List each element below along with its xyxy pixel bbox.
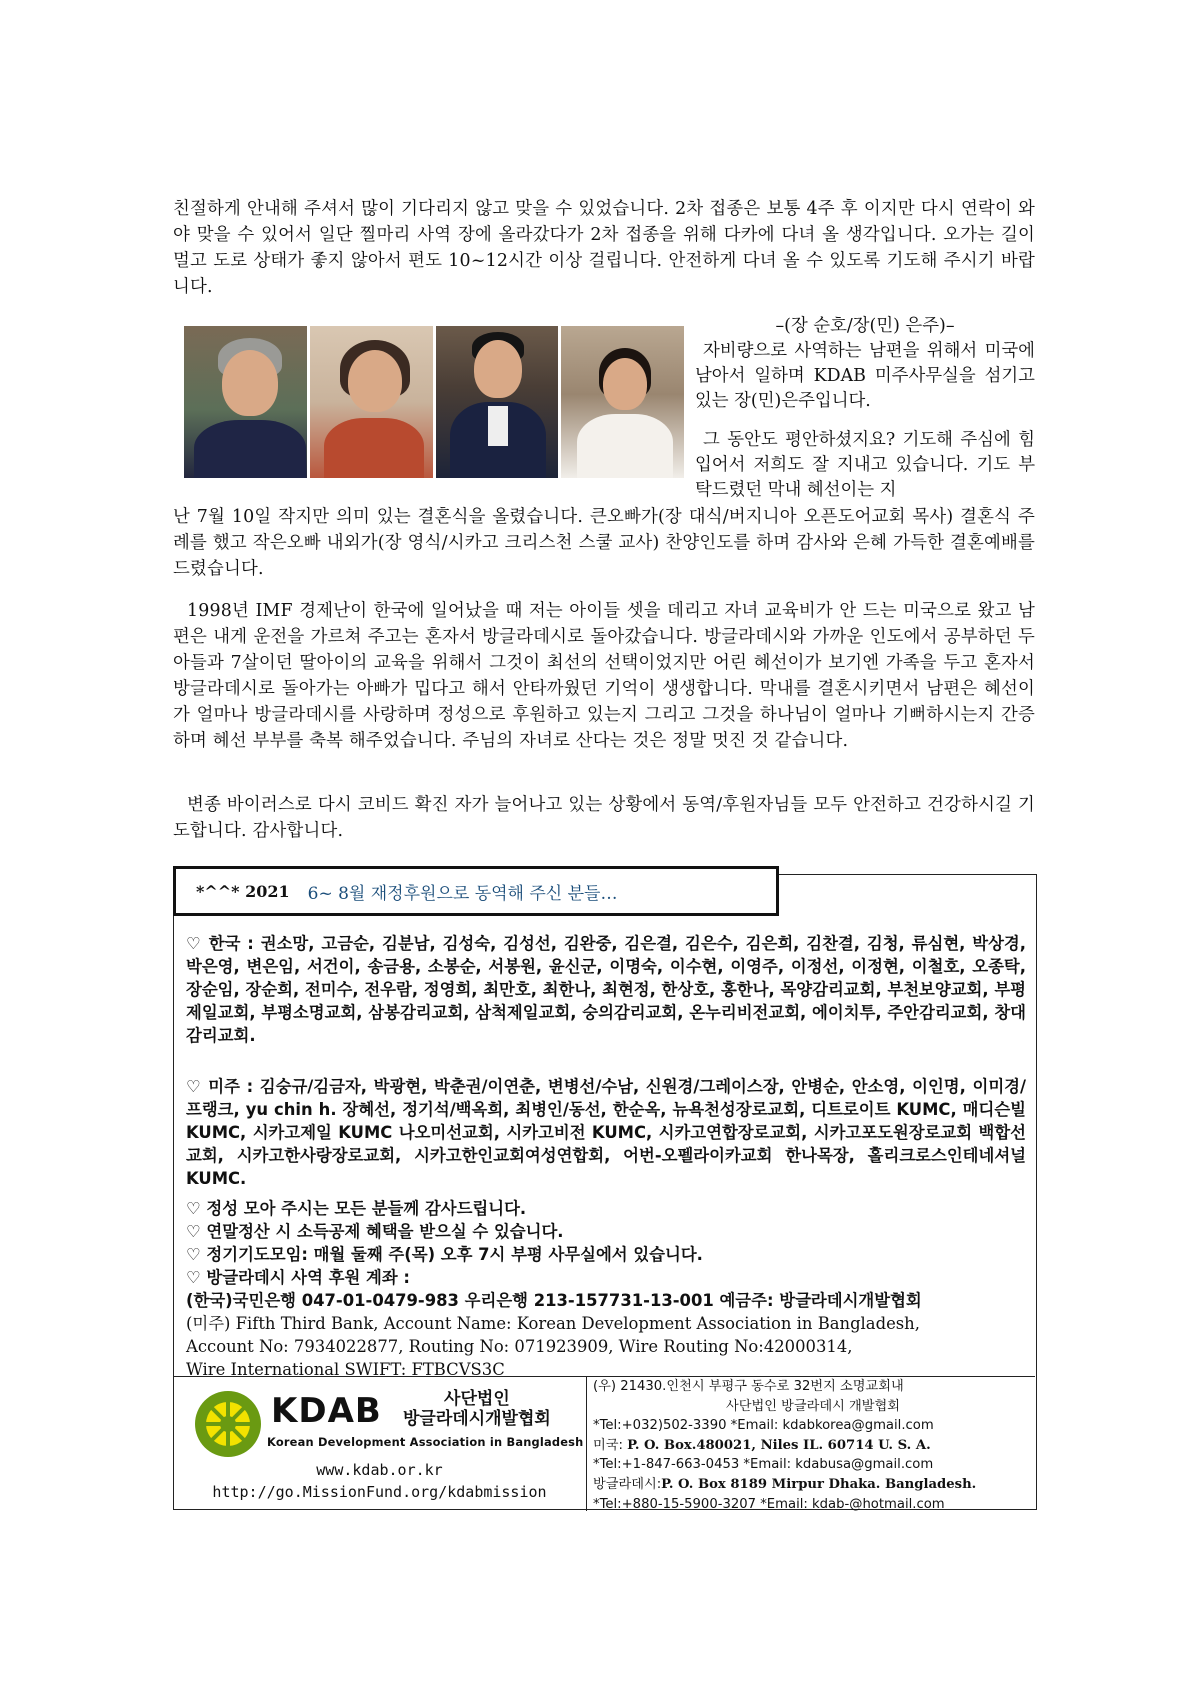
footer-logo-block: [173, 1377, 587, 1511]
missionfund-link[interactable]: http://go.MissionFund.org/kdabmission: [212, 1483, 547, 1501]
footer: [173, 1376, 1035, 1511]
letter-paragraph-2-cont: 난 7월 10일 작지만 의미 있는 결혼식을 올렸습니다. 큰오빠가(장 대식/버지니아 오픈도어교회 목사) 결혼식 주례를 했고 작은오빠 내외가(장 영식/시카고 크리스천 스쿨 교사) 찬양인도를 하며 감사와 은혜 가득한 결혼예배를 드렸습니다.: [173, 507, 1035, 579]
bank-us-line-3: Wire International SWIFT: FTBCVS3C: [186, 1360, 505, 1379]
address-korea: (우) 21430.인천시 부평구 동수로 32번지 소명교회내: [593, 1379, 904, 1394]
donor-notes: [186, 1197, 1026, 1381]
donor-box-year: *^^* 2021: [196, 881, 290, 901]
note-thanks: ♡ 정성 모아 주시는 모든 분들께 감사드립니다.: [186, 1199, 527, 1218]
org-korean-name: [403, 1389, 551, 1429]
family-photo: [184, 326, 684, 478]
note-account: ♡ 방글라데시 사역 후원 계좌 :: [186, 1268, 410, 1287]
letter-side-paragraph-1: 자비량으로 사역하는 남편을 위해서 미국에 남아서 일하며 KDAB 미주사무실을 섬기고 있는 장(민)은주입니다.: [695, 341, 1035, 411]
footer-contacts: [593, 1377, 1033, 1514]
bangladesh-label: 방글라데시:: [593, 1476, 662, 1492]
photo-bride: [561, 326, 684, 478]
kdab-logo-text: KDAB: [271, 1391, 382, 1431]
letter-side-paragraph-2: 그 동안도 평안하셨지요? 기도해 주심에 힘입어서 저희도 잘 지내고 있습니다. 기도 부탁드렸던 막내 혜선이는 지: [695, 430, 1035, 500]
bank-us-line-2: Account No: 7934022877, Routing No: 071923909, Wire Routing No:42000314,: [186, 1337, 853, 1356]
donor-box-title: [173, 866, 779, 916]
note-tax: ♡ 연말정산 시 소득공제 혜택을 받으실 수 있습니다.: [186, 1222, 564, 1241]
contact-korea: *Tel:+032)502-3390 *Email: kdabkorea@gmail.com: [593, 1418, 934, 1434]
photo-groom: [436, 326, 559, 478]
letter-paragraph-3: 1998년 IMF 경제난이 한국에 일어났을 때 저는 아이들 셋을 데리고 자녀 교육비가 안 드는 미국으로 왔고 남편은 내게 운전을 가르쳐 주고는 혼자서 방글라데시로 돌아갔습니다. 방글라데시와 가까운 인도에서 공부하던 두 아들과 7살이던 딸아이의 교육을 위해서 그것이 최선의 선택이었지만 어린 혜선이가 보기엔 가족을 두고 혼자서 방글라데시로 돌아가는 아빠가 밉다고 해서 안타까웠던 기억이 생생합니다. 막내를 결혼시키면서 남편은 혜선이가 얼마나 방글라데시를 사랑하며 정성으로 후원하고 있는지 그리고 그것을 하나님이 얼마나 기뻐하시는지 간증하며 혜선 부부를 축복 해주었습니다. 주님의 자녀로 산다는 것은 정말 멋진 것 같습니다.: [173, 601, 1035, 751]
contact-bangladesh: *Tel:+880-15-5900-3207 *Email: kdab-@hotmail.com: [593, 1496, 945, 1512]
letter-paragraph-4: 변종 바이러스로 다시 코비드 확진 자가 늘어나고 있는 상황에서 동역/후원자님들 모두 안전하고 건강하시길 기도합니다. 감사합니다.: [173, 795, 1035, 841]
intro-paragraph: 친절하게 안내해 주셔서 많이 기다리지 않고 맞을 수 있었습니다. 2차 접종은 보통 4주 후 이지만 다시 연락이 와야 맞을 수 있어서 일단 찔마리 사역 장에 올라갔다가 2차 접종을 위해 다카에 다녀 올 생각입니다. 오가는 길이 멀고 도로 상태가 좋지 않아서 편도 10~12시간 이상 걸립니다. 안전하게 다녀 올 수 있도록 기도해 주시기 바랍니다.: [173, 199, 1036, 297]
org-english-name: Korean Development Association in Bangladesh: [267, 1435, 584, 1449]
bank-korea: (한국)국민은행 047-01-0479-983 우리은행 213-157731-13-001 예금주: 방글라데시개발협회: [186, 1291, 922, 1310]
note-prayer: ♡ 정기기도모임: 매월 둘째 주(목) 오후 7시 부평 사무실에서 있습니다.: [186, 1245, 703, 1264]
contact-usa: *Tel:+1-847-663-0453 *Email: kdabusa@gmail.com: [593, 1457, 934, 1473]
photo-mother: [310, 326, 433, 478]
bangladesh-address: P. O. Box 8189 Mirpur Dhaka. Bangladesh.: [661, 1476, 977, 1492]
usa-label: 미국:: [593, 1437, 623, 1453]
donors-korea: ♡ 한국 : 권소망, 고금순, 김분남, 김성숙, 김성선, 김완중, 김은결, 김은수, 김은희, 김찬결, 김청, 류심현, 박상경, 박은영, 변은임, 서건이, 송금용, 소봉순, 서봉원, 윤신군, 이명숙, 이수현, 이영주, 이정선, 이정현, 이철호, 오종탁, 장순임, 장순희, 전미수, 전우람, 정영희, 최만호, 최한나, 최현정, 한상호, 홍한나, 목양감리교회, 부천보양교회, 부평제일교회, 부평소명교회, 삼봉감리교회, 삼척제일교회, 숭의감리교회, 온누리비전교회, 에이치투, 주안감리교회, 창대감리교회.: [186, 934, 1026, 1045]
org-name-line-2: 방글라데시개발협회: [403, 1409, 551, 1429]
website-link[interactable]: www.kdab.or.kr: [316, 1461, 443, 1479]
donors-usa: ♡ 미주 : 김숭규/김금자, 박광현, 박춘권/이연춘, 변병선/수남, 신원경/그레이스장, 안병순, 안소영, 이인명, 이미경/프랭크, yu chin h. 장혜선, 정기석/백옥희, 최병인/동선, 한순옥, 뉴욕천성장로교회, 디트로이트 KUMC, 매디슨빌 KUMC, 시카고제일 KUMC 나오미선교회, 시카고비전 KUMC, 시카고연합장로교회, 시카고포도원장로교회 백합선교회, 시카고한사랑장로교회, 시카고한인교회여성연합회, 어번-오펠라이카교회 한나목장, 홀리크로스인테네셔널 KUMC.: [186, 1077, 1026, 1188]
kdab-logo-icon: [193, 1389, 263, 1459]
address-usa: [593, 1436, 1033, 1456]
usa-address: P. O. Box.480021, Niles IL. 60714 U. S. A.: [627, 1437, 931, 1453]
bank-us-line-1: (미주) Fifth Third Bank, Account Name: Korean Development Association in Bangladesh,: [186, 1314, 920, 1333]
letter-signature: –(장 순호/장(민) 은주)–: [775, 316, 955, 336]
donor-box-heading: 6~ 8월 재정후원으로 동역해 주신 분들…: [307, 883, 618, 904]
photo-father: [184, 326, 307, 478]
org-name-korea: 사단법인 방글라데시 개발협회: [726, 1398, 900, 1414]
org-name-line-1: 사단법인: [444, 1389, 510, 1409]
address-bangladesh: [593, 1475, 1033, 1495]
